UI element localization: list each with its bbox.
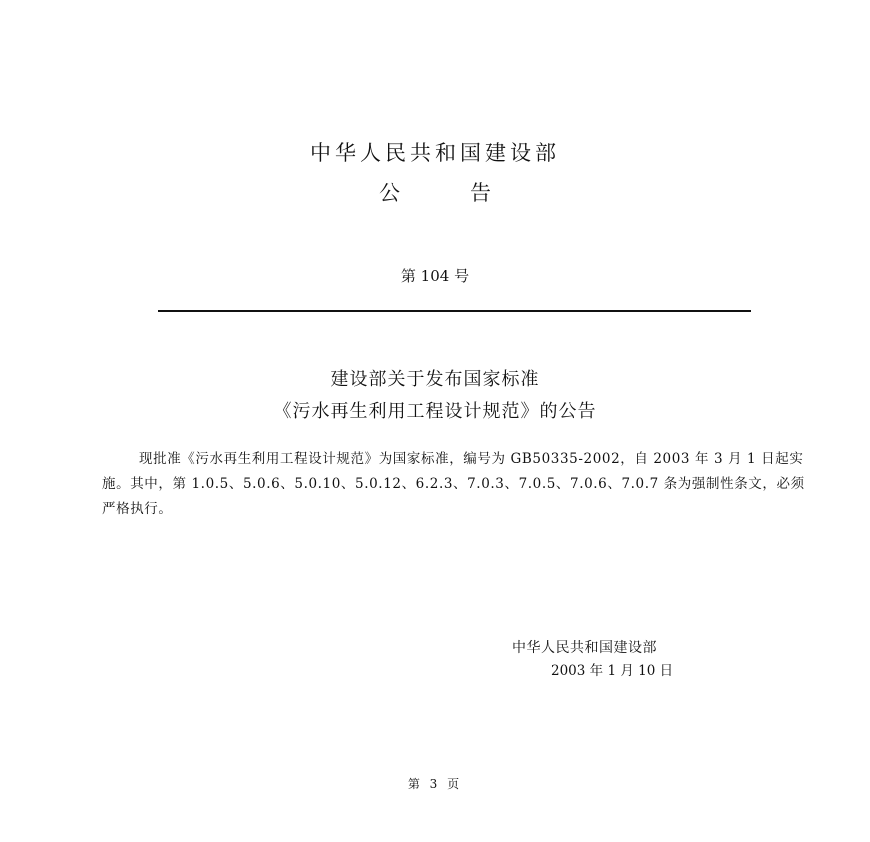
document-type-title: 公告: [379, 181, 561, 205]
body-paragraph: [102, 447, 808, 522]
body-paragraph-text: 现批准《污水再生利用工程设计规范》为国家标准，编号为 GB50335-2002，自 2003 年 3 月 1 日起实施。其中，第 1.0.5、5.0.6、5.0.10、5.0.12、6.2.3、7.0.3、7.0.5、7.0.6、7.0.7 条为强制性条文，必须严格执行。: [102, 451, 805, 517]
announcement-heading-line2: 《污水再生利用工程设计规范》的公告: [273, 401, 597, 422]
ministry-title: 中华人民共和国建设部: [310, 141, 560, 165]
page-number: 第 3 页: [407, 777, 463, 791]
signature-date: 2003 年 1 月 10 日: [551, 663, 674, 679]
announcement-heading-line1: 建设部关于发布国家标准: [330, 369, 540, 390]
header-divider: [158, 310, 751, 312]
signature-organization: 中华人民共和国建设部: [512, 640, 657, 656]
document-number: 第 104 号: [400, 267, 470, 285]
